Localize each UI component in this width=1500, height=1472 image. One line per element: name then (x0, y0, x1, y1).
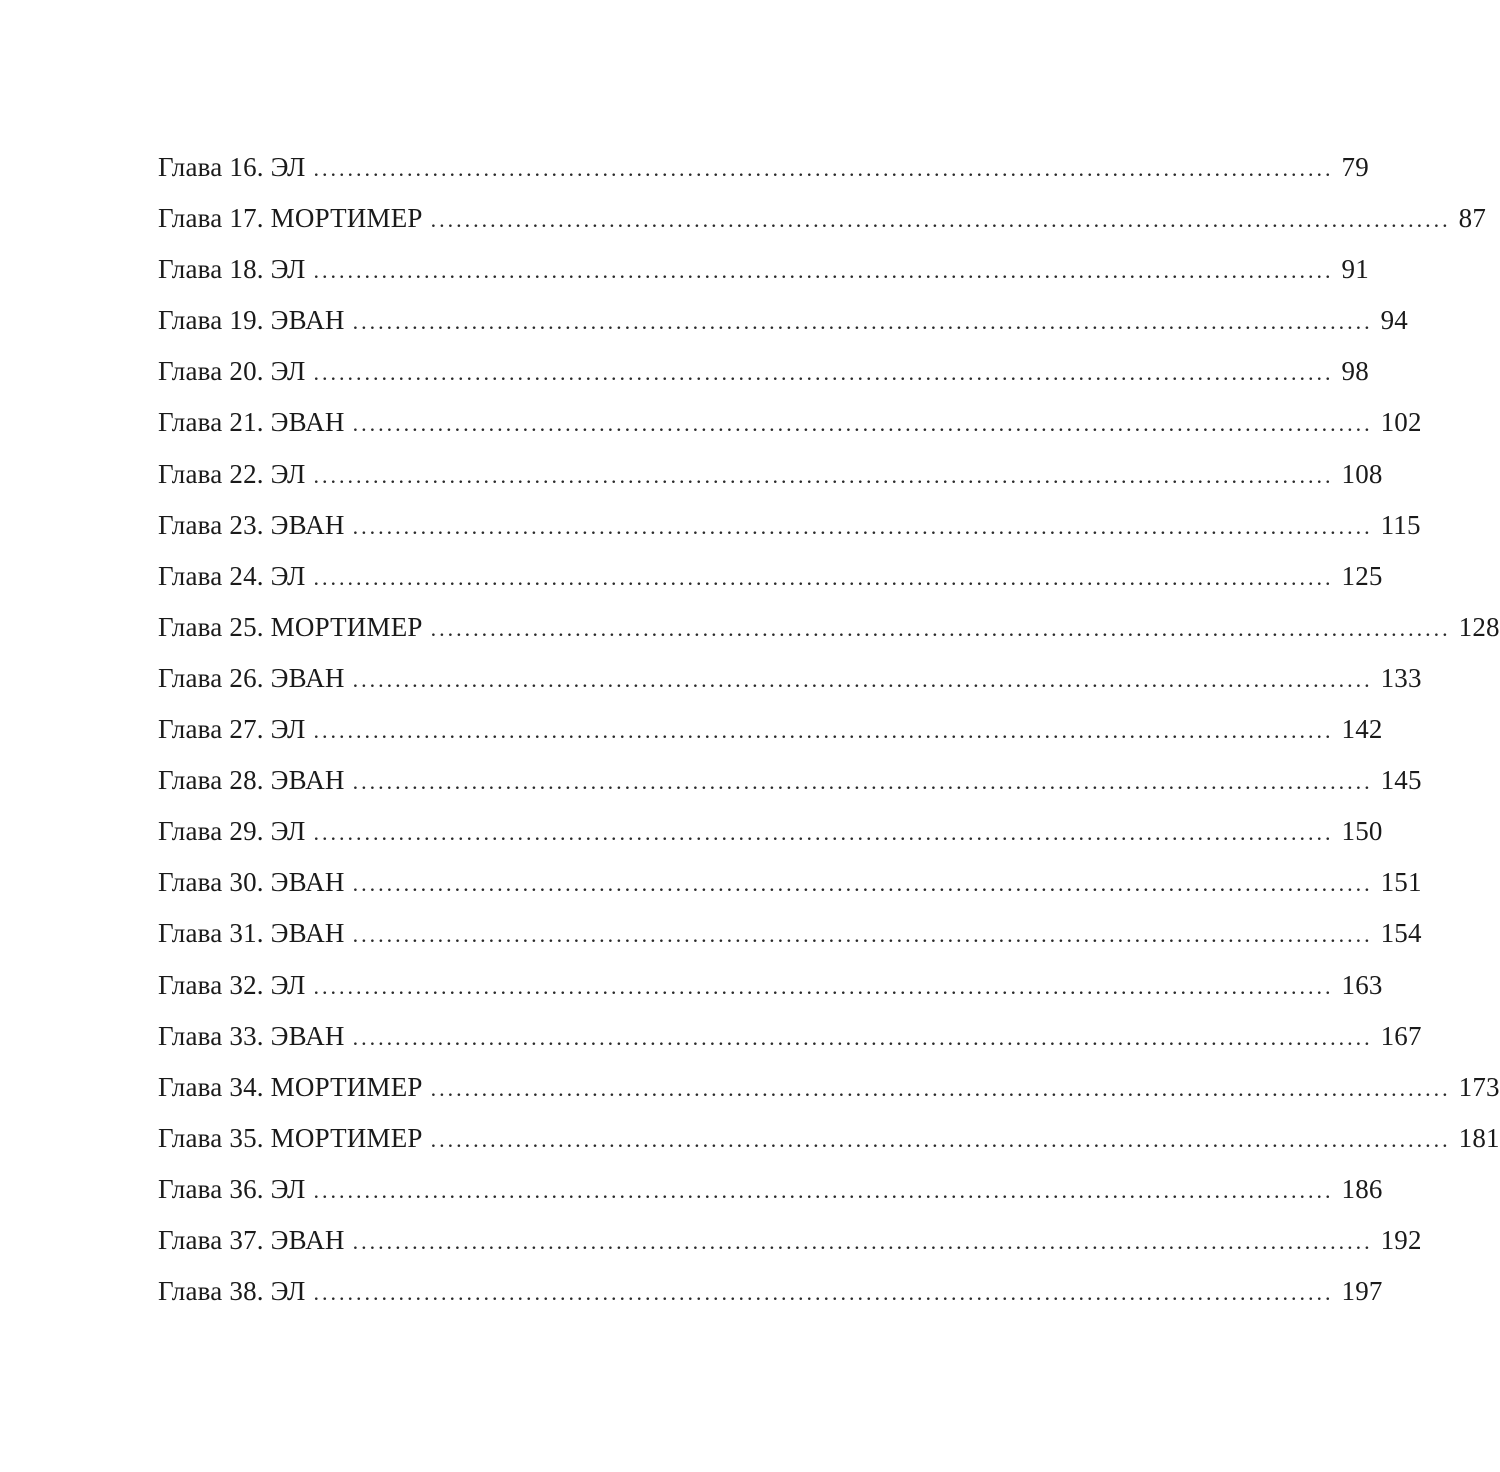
dot-leader: ........................................................................................................................ (313, 820, 1334, 846)
chapter-title: Глава 24. ЭЛ (158, 560, 306, 591)
page-number: 163 (1341, 969, 1383, 1000)
page-number: 79 (1341, 152, 1369, 182)
chapter-title: Глава 20. ЭЛ (158, 356, 306, 387)
dot-leader: ........................................................................................................................ (313, 156, 1334, 181)
chapter-title: Глава 36. ЭЛ (158, 1173, 306, 1204)
chapter-title: Глава 29. ЭЛ (158, 816, 306, 847)
chapter-title: Глава 22. ЭЛ (158, 458, 306, 489)
toc-entry (158, 551, 1383, 602)
toc-entry (158, 960, 1383, 1011)
dot-leader: ........................................................................................................................ (430, 1126, 1451, 1152)
table-of-contents (158, 142, 1500, 1317)
chapter-title: Глава 21. ЭВАН (158, 407, 345, 438)
page-number: 197 (1341, 1276, 1383, 1307)
dot-leader: ........................................................................................................................ (352, 309, 1373, 335)
dot-leader: ........................................................................................................................ (313, 360, 1334, 386)
chapter-title: Глава 26. ЭВАН (158, 662, 345, 693)
dot-leader: ........................................................................................................................ (430, 615, 1451, 641)
page-number: 94 (1380, 305, 1408, 336)
toc-entry (158, 1215, 1422, 1266)
page-number: 173 (1458, 1071, 1500, 1102)
toc-entry (158, 193, 1487, 244)
chapter-title: Глава 33. ЭВАН (158, 1020, 345, 1051)
toc-entry (158, 653, 1422, 704)
chapter-title: Глава 34. МОРТИМЕР (158, 1071, 423, 1102)
chapter-title: Глава 37. ЭВАН (158, 1224, 345, 1255)
page-number: 167 (1380, 1020, 1422, 1051)
page-number: 125 (1341, 560, 1383, 591)
page-number: 142 (1341, 714, 1383, 745)
toc-entry (158, 500, 1421, 551)
dot-leader: ........................................................................................................................ (352, 1024, 1373, 1050)
toc-entry (158, 806, 1383, 857)
page-number: 150 (1341, 816, 1383, 847)
toc-entry (158, 142, 1369, 193)
dot-leader: ........................................................................................................................ (352, 411, 1373, 437)
dot-leader: ........................................................................................................................ (313, 564, 1334, 590)
toc-entry (158, 1164, 1383, 1215)
dot-leader: ........................................................................................................................ (313, 1177, 1334, 1203)
page-number: 154 (1380, 918, 1422, 949)
page-number: 102 (1380, 407, 1422, 438)
chapter-title: Глава 23. ЭВАН (158, 509, 345, 540)
toc-entry (158, 397, 1422, 448)
toc-entry (158, 449, 1383, 500)
dot-leader: ........................................................................................................................ (313, 258, 1334, 284)
chapter-title: Глава 25. МОРТИМЕР (158, 611, 423, 642)
toc-entry (158, 244, 1369, 295)
dot-leader: ........................................................................................................................ (313, 718, 1334, 744)
dot-leader: ........................................................................................................................ (313, 462, 1334, 488)
page-number: 181 (1458, 1122, 1500, 1153)
dot-leader: ........................................................................................................................ (352, 769, 1373, 795)
chapter-title: Глава 38. ЭЛ (158, 1276, 306, 1307)
dot-leader: ........................................................................................................................ (430, 207, 1451, 233)
dot-leader: ........................................................................................................................ (352, 922, 1373, 948)
page-number: 133 (1380, 662, 1422, 693)
toc-entry (158, 1011, 1422, 1062)
page-number: 145 (1380, 765, 1422, 796)
toc-entry (158, 1113, 1500, 1164)
toc-entry (158, 755, 1422, 806)
dot-leader: ........................................................................................................................ (313, 973, 1334, 999)
page-number: 87 (1458, 203, 1487, 234)
chapter-title: Глава 28. ЭВАН (158, 765, 345, 796)
chapter-title: Глава 18. ЭЛ (158, 254, 306, 285)
toc-entry (158, 857, 1422, 908)
page-number: 192 (1380, 1224, 1422, 1255)
chapter-title: Глава 35. МОРТИМЕР (158, 1122, 423, 1153)
chapter-title: Глава 19. ЭВАН (158, 305, 345, 336)
toc-entry (158, 1062, 1500, 1113)
chapter-title: Глава 16. ЭЛ (158, 152, 306, 182)
dot-leader: ........................................................................................................................ (352, 666, 1373, 692)
page-number: 151 (1380, 867, 1422, 898)
chapter-title: Глава 30. ЭВАН (158, 867, 345, 898)
chapter-title: Глава 27. ЭЛ (158, 714, 306, 745)
dot-leader: ........................................................................................................................ (430, 1075, 1451, 1101)
dot-leader: ........................................................................................................................ (352, 871, 1373, 897)
dot-leader: ........................................................................................................................ (352, 513, 1373, 539)
page-number: 128 (1458, 611, 1500, 642)
toc-entry (158, 908, 1422, 959)
toc-entry (158, 1266, 1383, 1317)
toc-entry (158, 295, 1408, 346)
dot-leader: ........................................................................................................................ (313, 1280, 1334, 1306)
toc-entry (158, 346, 1369, 397)
chapter-title: Глава 17. МОРТИМЕР (158, 203, 423, 234)
page-number: 115 (1380, 509, 1421, 540)
page-number: 98 (1341, 356, 1369, 387)
chapter-title: Глава 31. ЭВАН (158, 918, 345, 949)
page-number: 91 (1341, 254, 1369, 285)
chapter-title: Глава 32. ЭЛ (158, 969, 306, 1000)
page-number: 186 (1341, 1173, 1383, 1204)
toc-entry (158, 704, 1383, 755)
toc-entry (158, 602, 1500, 653)
page-number: 108 (1341, 458, 1383, 489)
dot-leader: ........................................................................................................................ (352, 1228, 1373, 1254)
